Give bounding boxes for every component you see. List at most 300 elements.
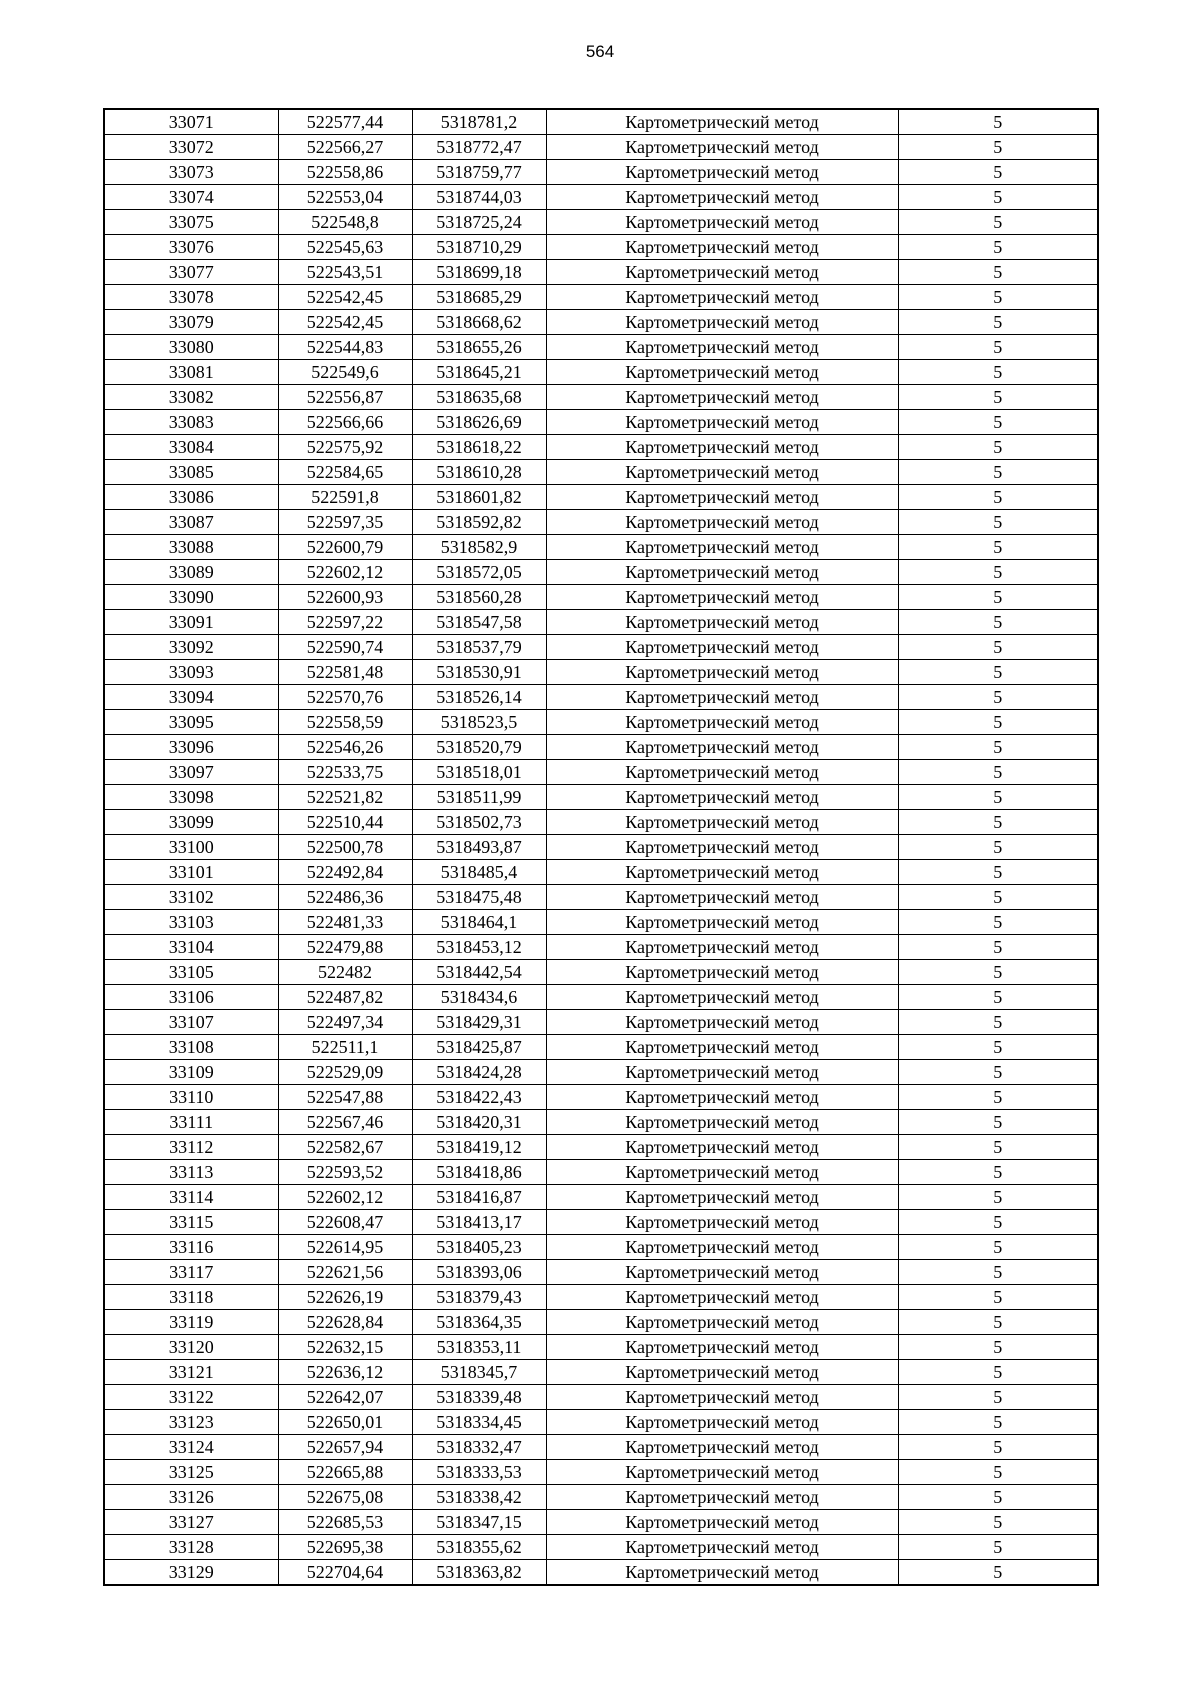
method-cell: Картометрический метод bbox=[546, 635, 898, 660]
x-coordinate-cell: 522556,87 bbox=[278, 385, 412, 410]
point-number-cell: 33093 bbox=[104, 660, 278, 685]
accuracy-cell: 5 bbox=[898, 1310, 1098, 1335]
accuracy-cell: 5 bbox=[898, 1435, 1098, 1460]
accuracy-cell: 5 bbox=[898, 1035, 1098, 1060]
table-row bbox=[104, 185, 1098, 210]
method-cell: Картометрический метод bbox=[546, 885, 898, 910]
x-coordinate-cell: 522650,01 bbox=[278, 1410, 412, 1435]
x-coordinate-cell: 522492,84 bbox=[278, 860, 412, 885]
method-cell: Картометрический метод bbox=[546, 1485, 898, 1510]
y-coordinate-cell: 5318419,12 bbox=[412, 1135, 546, 1160]
accuracy-cell: 5 bbox=[898, 109, 1098, 135]
accuracy-cell: 5 bbox=[898, 710, 1098, 735]
point-number-cell: 33080 bbox=[104, 335, 278, 360]
y-coordinate-cell: 5318655,26 bbox=[412, 335, 546, 360]
method-cell: Картометрический метод bbox=[546, 560, 898, 585]
method-cell: Картометрический метод bbox=[546, 109, 898, 135]
accuracy-cell: 5 bbox=[898, 1260, 1098, 1285]
table-row bbox=[104, 1085, 1098, 1110]
method-cell: Картометрический метод bbox=[546, 1535, 898, 1560]
x-coordinate-cell: 522558,59 bbox=[278, 710, 412, 735]
method-cell: Картометрический метод bbox=[546, 410, 898, 435]
x-coordinate-cell: 522665,88 bbox=[278, 1460, 412, 1485]
method-cell: Картометрический метод bbox=[546, 460, 898, 485]
table-row bbox=[104, 810, 1098, 835]
x-coordinate-cell: 522597,22 bbox=[278, 610, 412, 635]
y-coordinate-cell: 5318353,11 bbox=[412, 1335, 546, 1360]
method-cell: Картометрический метод bbox=[546, 1560, 898, 1586]
method-cell: Картометрический метод bbox=[546, 935, 898, 960]
accuracy-cell: 5 bbox=[898, 135, 1098, 160]
table-row bbox=[104, 235, 1098, 260]
method-cell: Картометрический метод bbox=[546, 760, 898, 785]
point-number-cell: 33099 bbox=[104, 810, 278, 835]
y-coordinate-cell: 5318582,9 bbox=[412, 535, 546, 560]
table-row bbox=[104, 1335, 1098, 1360]
point-number-cell: 33104 bbox=[104, 935, 278, 960]
point-number-cell: 33076 bbox=[104, 235, 278, 260]
x-coordinate-cell: 522521,82 bbox=[278, 785, 412, 810]
x-coordinate-cell: 522570,76 bbox=[278, 685, 412, 710]
method-cell: Картометрический метод bbox=[546, 1110, 898, 1135]
table-row bbox=[104, 1360, 1098, 1385]
point-number-cell: 33088 bbox=[104, 535, 278, 560]
table-row bbox=[104, 360, 1098, 385]
table-row bbox=[104, 1485, 1098, 1510]
accuracy-cell: 5 bbox=[898, 385, 1098, 410]
x-coordinate-cell: 522542,45 bbox=[278, 285, 412, 310]
table-row bbox=[104, 860, 1098, 885]
point-number-cell: 33115 bbox=[104, 1210, 278, 1235]
y-coordinate-cell: 5318345,7 bbox=[412, 1360, 546, 1385]
accuracy-cell: 5 bbox=[898, 435, 1098, 460]
x-coordinate-cell: 522500,78 bbox=[278, 835, 412, 860]
table-row bbox=[104, 1510, 1098, 1535]
y-coordinate-cell: 5318518,01 bbox=[412, 760, 546, 785]
x-coordinate-cell: 522510,44 bbox=[278, 810, 412, 835]
accuracy-cell: 5 bbox=[898, 1110, 1098, 1135]
table-row bbox=[104, 510, 1098, 535]
table-row bbox=[104, 560, 1098, 585]
x-coordinate-cell: 522642,07 bbox=[278, 1385, 412, 1410]
accuracy-cell: 5 bbox=[898, 1385, 1098, 1410]
point-number-cell: 33082 bbox=[104, 385, 278, 410]
method-cell: Картометрический метод bbox=[546, 1460, 898, 1485]
y-coordinate-cell: 5318464,1 bbox=[412, 910, 546, 935]
table-row bbox=[104, 135, 1098, 160]
point-number-cell: 33090 bbox=[104, 585, 278, 610]
y-coordinate-cell: 5318364,35 bbox=[412, 1310, 546, 1335]
x-coordinate-cell: 522590,74 bbox=[278, 635, 412, 660]
method-cell: Картометрический метод bbox=[546, 335, 898, 360]
x-coordinate-cell: 522558,86 bbox=[278, 160, 412, 185]
point-number-cell: 33098 bbox=[104, 785, 278, 810]
point-number-cell: 33074 bbox=[104, 185, 278, 210]
point-number-cell: 33114 bbox=[104, 1185, 278, 1210]
method-cell: Картометрический метод bbox=[546, 710, 898, 735]
method-cell: Картометрический метод bbox=[546, 960, 898, 985]
method-cell: Картометрический метод bbox=[546, 835, 898, 860]
table-row bbox=[104, 785, 1098, 810]
point-number-cell: 33073 bbox=[104, 160, 278, 185]
accuracy-cell: 5 bbox=[898, 835, 1098, 860]
y-coordinate-cell: 5318333,53 bbox=[412, 1460, 546, 1485]
accuracy-cell: 5 bbox=[898, 860, 1098, 885]
table-row bbox=[104, 1310, 1098, 1335]
x-coordinate-cell: 522575,92 bbox=[278, 435, 412, 460]
table-row bbox=[104, 385, 1098, 410]
accuracy-cell: 5 bbox=[898, 785, 1098, 810]
table-row bbox=[104, 610, 1098, 635]
point-number-cell: 33120 bbox=[104, 1335, 278, 1360]
x-coordinate-cell: 522566,27 bbox=[278, 135, 412, 160]
accuracy-cell: 5 bbox=[898, 960, 1098, 985]
method-cell: Картометрический метод bbox=[546, 810, 898, 835]
accuracy-cell: 5 bbox=[898, 185, 1098, 210]
table-row bbox=[104, 1460, 1098, 1485]
table-row bbox=[104, 1285, 1098, 1310]
method-cell: Картометрический метод bbox=[546, 235, 898, 260]
y-coordinate-cell: 5318523,5 bbox=[412, 710, 546, 735]
y-coordinate-cell: 5318699,18 bbox=[412, 260, 546, 285]
point-number-cell: 33129 bbox=[104, 1560, 278, 1586]
coordinates-table bbox=[103, 108, 1099, 1586]
y-coordinate-cell: 5318475,48 bbox=[412, 885, 546, 910]
table-row bbox=[104, 935, 1098, 960]
x-coordinate-cell: 522542,45 bbox=[278, 310, 412, 335]
table-row bbox=[104, 210, 1098, 235]
point-number-cell: 33113 bbox=[104, 1160, 278, 1185]
accuracy-cell: 5 bbox=[898, 1010, 1098, 1035]
y-coordinate-cell: 5318332,47 bbox=[412, 1435, 546, 1460]
method-cell: Картометрический метод bbox=[546, 1060, 898, 1085]
method-cell: Картометрический метод bbox=[546, 160, 898, 185]
point-number-cell: 33097 bbox=[104, 760, 278, 785]
table-row bbox=[104, 885, 1098, 910]
table-row bbox=[104, 660, 1098, 685]
accuracy-cell: 5 bbox=[898, 660, 1098, 685]
x-coordinate-cell: 522543,51 bbox=[278, 260, 412, 285]
y-coordinate-cell: 5318610,28 bbox=[412, 460, 546, 485]
x-coordinate-cell: 522545,63 bbox=[278, 235, 412, 260]
point-number-cell: 33102 bbox=[104, 885, 278, 910]
table-row bbox=[104, 1135, 1098, 1160]
accuracy-cell: 5 bbox=[898, 235, 1098, 260]
method-cell: Картометрический метод bbox=[546, 1360, 898, 1385]
method-cell: Картометрический метод bbox=[546, 735, 898, 760]
method-cell: Картометрический метод bbox=[546, 1185, 898, 1210]
method-cell: Картометрический метод bbox=[546, 310, 898, 335]
y-coordinate-cell: 5318511,99 bbox=[412, 785, 546, 810]
x-coordinate-cell: 522546,26 bbox=[278, 735, 412, 760]
accuracy-cell: 5 bbox=[898, 160, 1098, 185]
table-row bbox=[104, 760, 1098, 785]
x-coordinate-cell: 522602,12 bbox=[278, 1185, 412, 1210]
y-coordinate-cell: 5318442,54 bbox=[412, 960, 546, 985]
accuracy-cell: 5 bbox=[898, 510, 1098, 535]
y-coordinate-cell: 5318393,06 bbox=[412, 1260, 546, 1285]
point-number-cell: 33083 bbox=[104, 410, 278, 435]
method-cell: Картометрический метод bbox=[546, 685, 898, 710]
x-coordinate-cell: 522600,79 bbox=[278, 535, 412, 560]
y-coordinate-cell: 5318453,12 bbox=[412, 935, 546, 960]
y-coordinate-cell: 5318626,69 bbox=[412, 410, 546, 435]
y-coordinate-cell: 5318493,87 bbox=[412, 835, 546, 860]
y-coordinate-cell: 5318334,45 bbox=[412, 1410, 546, 1435]
table-row bbox=[104, 1210, 1098, 1235]
x-coordinate-cell: 522636,12 bbox=[278, 1360, 412, 1385]
point-number-cell: 33089 bbox=[104, 560, 278, 585]
point-number-cell: 33075 bbox=[104, 210, 278, 235]
accuracy-cell: 5 bbox=[898, 1135, 1098, 1160]
x-coordinate-cell: 522593,52 bbox=[278, 1160, 412, 1185]
accuracy-cell: 5 bbox=[898, 910, 1098, 935]
table-row bbox=[104, 460, 1098, 485]
y-coordinate-cell: 5318759,77 bbox=[412, 160, 546, 185]
accuracy-cell: 5 bbox=[898, 1210, 1098, 1235]
method-cell: Картометрический метод bbox=[546, 860, 898, 885]
method-cell: Картометрический метод bbox=[546, 1210, 898, 1235]
accuracy-cell: 5 bbox=[898, 610, 1098, 635]
y-coordinate-cell: 5318572,05 bbox=[412, 560, 546, 585]
table-row bbox=[104, 910, 1098, 935]
x-coordinate-cell: 522581,48 bbox=[278, 660, 412, 685]
table-row bbox=[104, 1010, 1098, 1035]
accuracy-cell: 5 bbox=[898, 485, 1098, 510]
x-coordinate-cell: 522657,94 bbox=[278, 1435, 412, 1460]
y-coordinate-cell: 5318668,62 bbox=[412, 310, 546, 335]
accuracy-cell: 5 bbox=[898, 1085, 1098, 1110]
x-coordinate-cell: 522675,08 bbox=[278, 1485, 412, 1510]
y-coordinate-cell: 5318744,03 bbox=[412, 185, 546, 210]
method-cell: Картометрический метод bbox=[546, 435, 898, 460]
accuracy-cell: 5 bbox=[898, 335, 1098, 360]
y-coordinate-cell: 5318355,62 bbox=[412, 1535, 546, 1560]
table-row bbox=[104, 585, 1098, 610]
point-number-cell: 33078 bbox=[104, 285, 278, 310]
x-coordinate-cell: 522628,84 bbox=[278, 1310, 412, 1335]
accuracy-cell: 5 bbox=[898, 360, 1098, 385]
method-cell: Картометрический метод bbox=[546, 1085, 898, 1110]
table-row bbox=[104, 1435, 1098, 1460]
y-coordinate-cell: 5318424,28 bbox=[412, 1060, 546, 1085]
accuracy-cell: 5 bbox=[898, 585, 1098, 610]
method-cell: Картометрический метод bbox=[546, 1135, 898, 1160]
point-number-cell: 33121 bbox=[104, 1360, 278, 1385]
table-row bbox=[104, 535, 1098, 560]
method-cell: Картометрический метод bbox=[546, 485, 898, 510]
y-coordinate-cell: 5318420,31 bbox=[412, 1110, 546, 1135]
method-cell: Картометрический метод bbox=[546, 1235, 898, 1260]
y-coordinate-cell: 5318485,4 bbox=[412, 860, 546, 885]
point-number-cell: 33123 bbox=[104, 1410, 278, 1435]
x-coordinate-cell: 522479,88 bbox=[278, 935, 412, 960]
accuracy-cell: 5 bbox=[898, 260, 1098, 285]
y-coordinate-cell: 5318537,79 bbox=[412, 635, 546, 660]
accuracy-cell: 5 bbox=[898, 560, 1098, 585]
point-number-cell: 33077 bbox=[104, 260, 278, 285]
point-number-cell: 33094 bbox=[104, 685, 278, 710]
point-number-cell: 33127 bbox=[104, 1510, 278, 1535]
method-cell: Картометрический метод bbox=[546, 910, 898, 935]
y-coordinate-cell: 5318725,24 bbox=[412, 210, 546, 235]
point-number-cell: 33103 bbox=[104, 910, 278, 935]
y-coordinate-cell: 5318618,22 bbox=[412, 435, 546, 460]
accuracy-cell: 5 bbox=[898, 1485, 1098, 1510]
method-cell: Картометрический метод bbox=[546, 1160, 898, 1185]
point-number-cell: 33117 bbox=[104, 1260, 278, 1285]
y-coordinate-cell: 5318635,68 bbox=[412, 385, 546, 410]
table-row bbox=[104, 1160, 1098, 1185]
x-coordinate-cell: 522626,19 bbox=[278, 1285, 412, 1310]
x-coordinate-cell: 522608,47 bbox=[278, 1210, 412, 1235]
accuracy-cell: 5 bbox=[898, 460, 1098, 485]
point-number-cell: 33086 bbox=[104, 485, 278, 510]
y-coordinate-cell: 5318520,79 bbox=[412, 735, 546, 760]
method-cell: Картометрический метод bbox=[546, 1260, 898, 1285]
table-row bbox=[104, 835, 1098, 860]
table-row bbox=[104, 310, 1098, 335]
method-cell: Картометрический метод bbox=[546, 385, 898, 410]
method-cell: Картометрический метод bbox=[546, 535, 898, 560]
y-coordinate-cell: 5318547,58 bbox=[412, 610, 546, 635]
accuracy-cell: 5 bbox=[898, 1460, 1098, 1485]
method-cell: Картометрический метод bbox=[546, 135, 898, 160]
accuracy-cell: 5 bbox=[898, 760, 1098, 785]
table-row bbox=[104, 710, 1098, 735]
table-row bbox=[104, 1385, 1098, 1410]
accuracy-cell: 5 bbox=[898, 685, 1098, 710]
table-row bbox=[104, 985, 1098, 1010]
x-coordinate-cell: 522597,35 bbox=[278, 510, 412, 535]
table-row bbox=[104, 435, 1098, 460]
y-coordinate-cell: 5318379,43 bbox=[412, 1285, 546, 1310]
method-cell: Картометрический метод bbox=[546, 1410, 898, 1435]
accuracy-cell: 5 bbox=[898, 635, 1098, 660]
method-cell: Картометрический метод bbox=[546, 1035, 898, 1060]
point-number-cell: 33105 bbox=[104, 960, 278, 985]
y-coordinate-cell: 5318418,86 bbox=[412, 1160, 546, 1185]
method-cell: Картометрический метод bbox=[546, 1385, 898, 1410]
accuracy-cell: 5 bbox=[898, 1285, 1098, 1310]
y-coordinate-cell: 5318416,87 bbox=[412, 1185, 546, 1210]
accuracy-cell: 5 bbox=[898, 210, 1098, 235]
point-number-cell: 33109 bbox=[104, 1060, 278, 1085]
accuracy-cell: 5 bbox=[898, 885, 1098, 910]
x-coordinate-cell: 522602,12 bbox=[278, 560, 412, 585]
method-cell: Картометрический метод bbox=[546, 360, 898, 385]
y-coordinate-cell: 5318685,29 bbox=[412, 285, 546, 310]
accuracy-cell: 5 bbox=[898, 1560, 1098, 1586]
point-number-cell: 33092 bbox=[104, 635, 278, 660]
point-number-cell: 33084 bbox=[104, 435, 278, 460]
accuracy-cell: 5 bbox=[898, 1510, 1098, 1535]
x-coordinate-cell: 522529,09 bbox=[278, 1060, 412, 1085]
point-number-cell: 33108 bbox=[104, 1035, 278, 1060]
x-coordinate-cell: 522533,75 bbox=[278, 760, 412, 785]
accuracy-cell: 5 bbox=[898, 1410, 1098, 1435]
point-number-cell: 33110 bbox=[104, 1085, 278, 1110]
table-row bbox=[104, 335, 1098, 360]
point-number-cell: 33111 bbox=[104, 1110, 278, 1135]
x-coordinate-cell: 522621,56 bbox=[278, 1260, 412, 1285]
x-coordinate-cell: 522548,8 bbox=[278, 210, 412, 235]
table-row bbox=[104, 1560, 1098, 1586]
x-coordinate-cell: 522584,65 bbox=[278, 460, 412, 485]
accuracy-cell: 5 bbox=[898, 285, 1098, 310]
table-row bbox=[104, 160, 1098, 185]
point-number-cell: 33118 bbox=[104, 1285, 278, 1310]
accuracy-cell: 5 bbox=[898, 1160, 1098, 1185]
y-coordinate-cell: 5318429,31 bbox=[412, 1010, 546, 1035]
point-number-cell: 33071 bbox=[104, 109, 278, 135]
accuracy-cell: 5 bbox=[898, 935, 1098, 960]
table-row bbox=[104, 960, 1098, 985]
method-cell: Картометрический метод bbox=[546, 260, 898, 285]
point-number-cell: 33087 bbox=[104, 510, 278, 535]
table-row bbox=[104, 260, 1098, 285]
y-coordinate-cell: 5318645,21 bbox=[412, 360, 546, 385]
point-number-cell: 33101 bbox=[104, 860, 278, 885]
accuracy-cell: 5 bbox=[898, 310, 1098, 335]
method-cell: Картометрический метод bbox=[546, 585, 898, 610]
x-coordinate-cell: 522511,1 bbox=[278, 1035, 412, 1060]
x-coordinate-cell: 522544,83 bbox=[278, 335, 412, 360]
accuracy-cell: 5 bbox=[898, 1360, 1098, 1385]
y-coordinate-cell: 5318530,91 bbox=[412, 660, 546, 685]
table-row bbox=[104, 685, 1098, 710]
x-coordinate-cell: 522486,36 bbox=[278, 885, 412, 910]
y-coordinate-cell: 5318772,47 bbox=[412, 135, 546, 160]
x-coordinate-cell: 522567,46 bbox=[278, 1110, 412, 1135]
method-cell: Картометрический метод bbox=[546, 610, 898, 635]
accuracy-cell: 5 bbox=[898, 1060, 1098, 1085]
table-row bbox=[104, 1035, 1098, 1060]
y-coordinate-cell: 5318363,82 bbox=[412, 1560, 546, 1586]
accuracy-cell: 5 bbox=[898, 810, 1098, 835]
x-coordinate-cell: 522600,93 bbox=[278, 585, 412, 610]
x-coordinate-cell: 522695,38 bbox=[278, 1535, 412, 1560]
table-row bbox=[104, 1110, 1098, 1135]
x-coordinate-cell: 522566,66 bbox=[278, 410, 412, 435]
y-coordinate-cell: 5318560,28 bbox=[412, 585, 546, 610]
point-number-cell: 33119 bbox=[104, 1310, 278, 1335]
point-number-cell: 33100 bbox=[104, 835, 278, 860]
x-coordinate-cell: 522481,33 bbox=[278, 910, 412, 935]
point-number-cell: 33106 bbox=[104, 985, 278, 1010]
method-cell: Картометрический метод bbox=[546, 1435, 898, 1460]
point-number-cell: 33085 bbox=[104, 460, 278, 485]
x-coordinate-cell: 522704,64 bbox=[278, 1560, 412, 1586]
point-number-cell: 33095 bbox=[104, 710, 278, 735]
y-coordinate-cell: 5318413,17 bbox=[412, 1210, 546, 1235]
method-cell: Картометрический метод bbox=[546, 285, 898, 310]
table-row bbox=[104, 285, 1098, 310]
x-coordinate-cell: 522497,34 bbox=[278, 1010, 412, 1035]
x-coordinate-cell: 522577,44 bbox=[278, 109, 412, 135]
method-cell: Картометрический метод bbox=[546, 1510, 898, 1535]
y-coordinate-cell: 5318526,14 bbox=[412, 685, 546, 710]
accuracy-cell: 5 bbox=[898, 1185, 1098, 1210]
point-number-cell: 33079 bbox=[104, 310, 278, 335]
page-number: 564 bbox=[585, 42, 615, 61]
accuracy-cell: 5 bbox=[898, 985, 1098, 1010]
point-number-cell: 33081 bbox=[104, 360, 278, 385]
table-row bbox=[104, 635, 1098, 660]
y-coordinate-cell: 5318710,29 bbox=[412, 235, 546, 260]
point-number-cell: 33107 bbox=[104, 1010, 278, 1035]
method-cell: Картометрический метод bbox=[546, 1335, 898, 1360]
